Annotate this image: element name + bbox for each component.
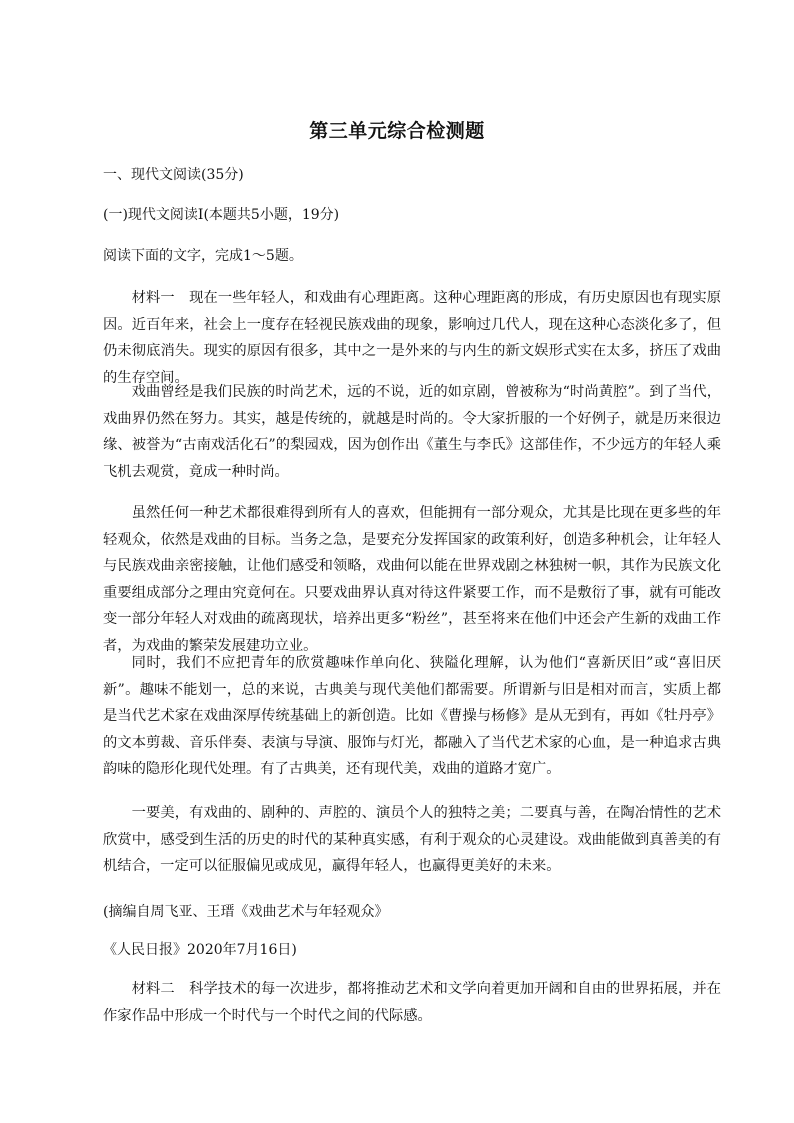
material-two-paragraph	[103, 976, 721, 1029]
reading-instruction: 阅读下面的文字，完成1～5题。	[103, 248, 303, 264]
paragraph-5	[103, 800, 721, 880]
paragraph-text: 虽然任何一种艺术都很难得到所有人的喜欢，但能拥有一部分观众，尤其是比现在更多些的年轻观众，依然是戏曲的目标。当务之急，是要充分发挥国家的政策利好，创造多种机会，让年轻人与民族戏曲亲密接触，让他们感受和领略，戏曲何以能在世界戏剧之林独树一帜，其作为民族文化重要组成部分之理由究竟何在。只要戏曲界认真对待这件紧要工作，而不是敷衍了事，就有可能改变一部分年轻人对戏曲的疏离现状，培养出更多“粉丝”，甚至将来在他们中还会产生新的戏曲工作者，为戏曲的繁荣发展建功立业。	[103, 505, 721, 654]
subsection-heading: (一)现代文阅读Ⅰ(本题共5小题，19分)	[103, 207, 340, 223]
document-title: 第三单元综合检测题	[309, 120, 485, 142]
paragraph-3	[103, 500, 721, 659]
paragraph-1	[103, 285, 721, 391]
paragraph-text: 一要美，有戏曲的、剧种的、声腔的、演员个人的独特之美；二要真与善，在陶冶情性的艺术欣赏中，感受到生活的历史的时代的某种真实感，有利于观众的心灵建设。戏曲能做到真善美的有机结合，一定可以征服偏见或成见，赢得年轻人，也赢得更美好的未来。	[103, 805, 721, 874]
paragraph-2	[103, 379, 721, 485]
paragraph-text: 材料二 科学技术的每一次进步，都将推动艺术和文学向着更加开阔和自由的世界拓展，并在作家作品中形成一个时代与一个时代之间的代际感。	[103, 981, 721, 1024]
source-citation-line-1: (摘编自周飞亚、王瑨《戏曲艺术与年轻观众》	[103, 904, 389, 920]
paragraph-text: 材料一 现在一些年轻人，和戏曲有心理距离。这种心理距离的形成，有历史原因也有现实原因。近百年来，社会上一度存在轻视民族戏曲的现象，影响过几代人，现在这种心态淡化多了，但仍未彻底消失。现实的原因有很多，其中之一是外来的与内生的新文娱形式实在太多，挤压了戏曲的生存空间。	[103, 290, 721, 386]
paragraph-text: 同时，我们不应把青年的欣赏趣味作单向化、狭隘化理解，认为他们“喜新厌旧”或“喜旧厌新”。趣味不能划一，总的来说，古典美与现代美他们都需要。所谓新与旧是相对而言，实质上都是当代艺术家在戏曲深厚传统基础上的新创造。比如《曹操与杨修》是从无到有，再如《牡丹亭》的文本剪裁、音乐伴奏、表演与导演、服饰与灯光，都融入了当代艺术家的心血，是一种追求古典韵味的隐形化现代处理。有了古典美，还有现代美，戏曲的道路才宽广。	[103, 655, 721, 777]
section-heading: 一、现代文阅读(35分)	[103, 167, 244, 183]
paragraph-text: 戏曲曾经是我们民族的时尚艺术，远的不说，近的如京剧，曾被称为“时尚黄腔”。到了当代，戏曲界仍然在努力。其实，越是传统的，就越是时尚的。令大家折服的一个好例子，就是历来很边缘、被誉为“古南戏活化石”的梨园戏，因为创作出《董生与李氏》这部佳作，不少远方的年轻人乘飞机去观赏，竟成一种时尚。	[103, 384, 721, 480]
source-citation-line-2: 《人民日报》2020年7月16日)	[103, 942, 297, 958]
paragraph-4	[103, 650, 721, 783]
